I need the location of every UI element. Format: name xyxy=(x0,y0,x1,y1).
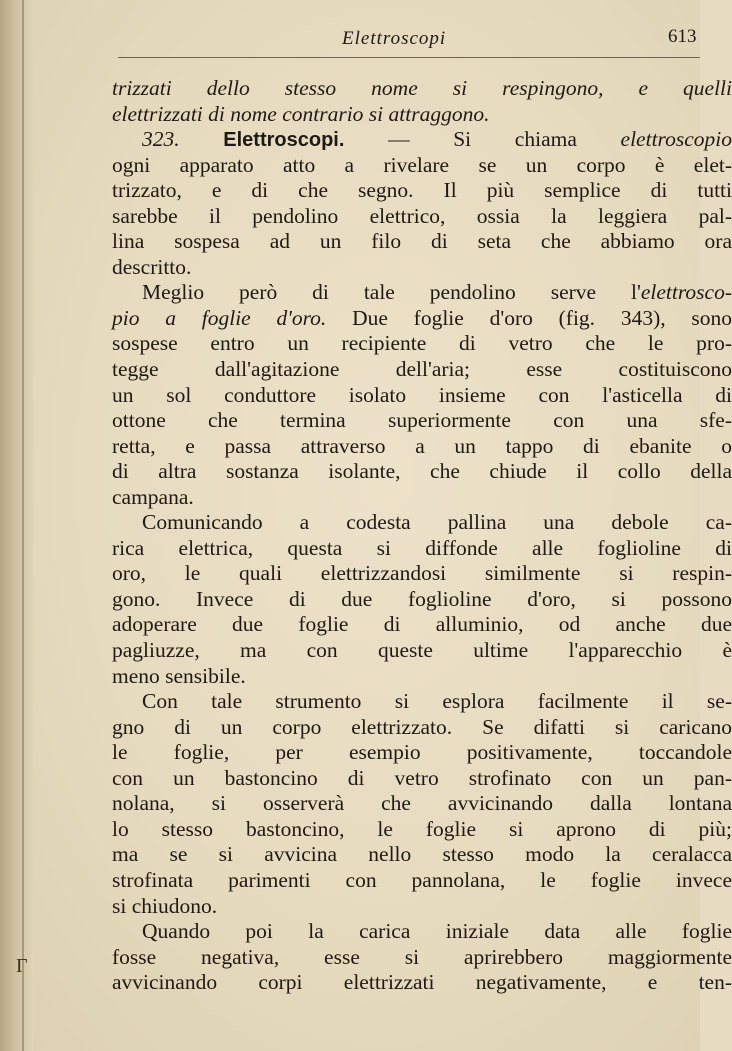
text-line: meno sensibile. xyxy=(112,663,246,688)
section-number: 323. xyxy=(142,127,180,152)
text-line: fosse negativa, esse si aprirebbero maggiormente xyxy=(112,944,732,969)
text-line: Con tale strumento si esplora facilmente il se- xyxy=(142,689,732,714)
text-line: elettrizzati di nome contrario si attraggono. xyxy=(112,101,490,126)
body-text xyxy=(112,76,732,996)
term: elettrosco- xyxy=(640,280,732,305)
text-line: tegge dall'agitazione dell'aria; esse costituiscono xyxy=(112,357,732,382)
gutter-rule xyxy=(22,0,24,1051)
header-rule xyxy=(118,57,700,58)
text-line: descritto. xyxy=(112,254,192,279)
text-line xyxy=(112,280,732,306)
text-line: Quando poi la carica iniziale data alle foglie xyxy=(142,919,732,944)
text-line: gono. Invece di due foglioline d'oro, si possono xyxy=(112,586,732,611)
text-line: lo stesso bastoncino, le foglie si aprono di più; xyxy=(112,816,732,841)
text-line: trizzato, e di che segno. Il più semplice di tutti xyxy=(112,178,732,203)
text-line: strofinata parimenti con pannolana, le foglie invece xyxy=(112,867,732,892)
text-line: campana. xyxy=(112,484,194,509)
text-line: Comunicando a codesta pallina una debole ca- xyxy=(142,510,732,535)
text-line: ma se si avvicina nello stesso modo la ceralacca xyxy=(112,842,732,867)
term: elettroscopio xyxy=(620,127,732,152)
section-heading-line xyxy=(112,127,732,153)
text-line: con un bastoncino di vetro strofinato con un pan- xyxy=(112,765,732,790)
text-line: gno di un corpo elettrizzato. Se difatti si caricano xyxy=(112,714,732,739)
text-run: Meglio però di tale pendolino serve l' xyxy=(142,280,641,305)
text-line: di altra sostanza isolante, che chiude il collo della xyxy=(112,459,732,484)
text-line: pagliuzze, ma con queste ultime l'apparecchio è xyxy=(112,638,732,663)
page-number: 613 xyxy=(668,26,697,47)
text-line: le foglie, per esempio positivamente, toccandole xyxy=(112,740,732,765)
page-header xyxy=(0,24,700,54)
page-gutter xyxy=(0,0,34,1051)
margin-mark: Γ xyxy=(16,955,28,977)
text-line: si chiudono. xyxy=(112,893,218,918)
text-line xyxy=(112,306,732,332)
text-line: un sol conduttore isolato insieme con l'asticella di xyxy=(112,382,732,407)
term: pio a foglie d'oro. xyxy=(112,305,327,330)
text-line: ogni apparato atto a rivelare se un corpo è elet- xyxy=(112,152,732,177)
text-line: rica elettrica, questa si diffonde alle foglioline di xyxy=(112,535,732,560)
text-line: nolana, si osserverà che avvicinando dalla lontana xyxy=(112,791,732,816)
text-line: oro, le quali elettrizzandosi similmente si respin- xyxy=(112,561,732,586)
text-line: retta, e passa attraverso a un tappo di ebanite o xyxy=(112,433,732,458)
text-line: trizzati dello stesso nome si respingono, e quelli xyxy=(112,76,732,100)
running-head: Elettroscopi xyxy=(342,28,447,49)
text-line: lina sospesa ad un filo di seta che abbiamo ora xyxy=(112,229,732,254)
text-line: ottone che termina superiormente con una sfe- xyxy=(112,408,732,433)
text-line: sarebbe il pendolino elettrico, ossia la leggiera pal- xyxy=(112,203,732,228)
text-line: sospese entro un recipiente di vetro che le pro- xyxy=(112,331,732,356)
section-title: Elettroscopi. xyxy=(223,129,345,152)
text-line: avvicinando corpi elettrizzati negativamente, e ten- xyxy=(112,970,732,995)
text-line: adoperare due foglie di alluminio, od anche due xyxy=(112,612,732,637)
text-run: — Si chiama xyxy=(344,127,621,152)
text-run: Due foglie d'oro (fig. 343), sono xyxy=(326,305,732,330)
